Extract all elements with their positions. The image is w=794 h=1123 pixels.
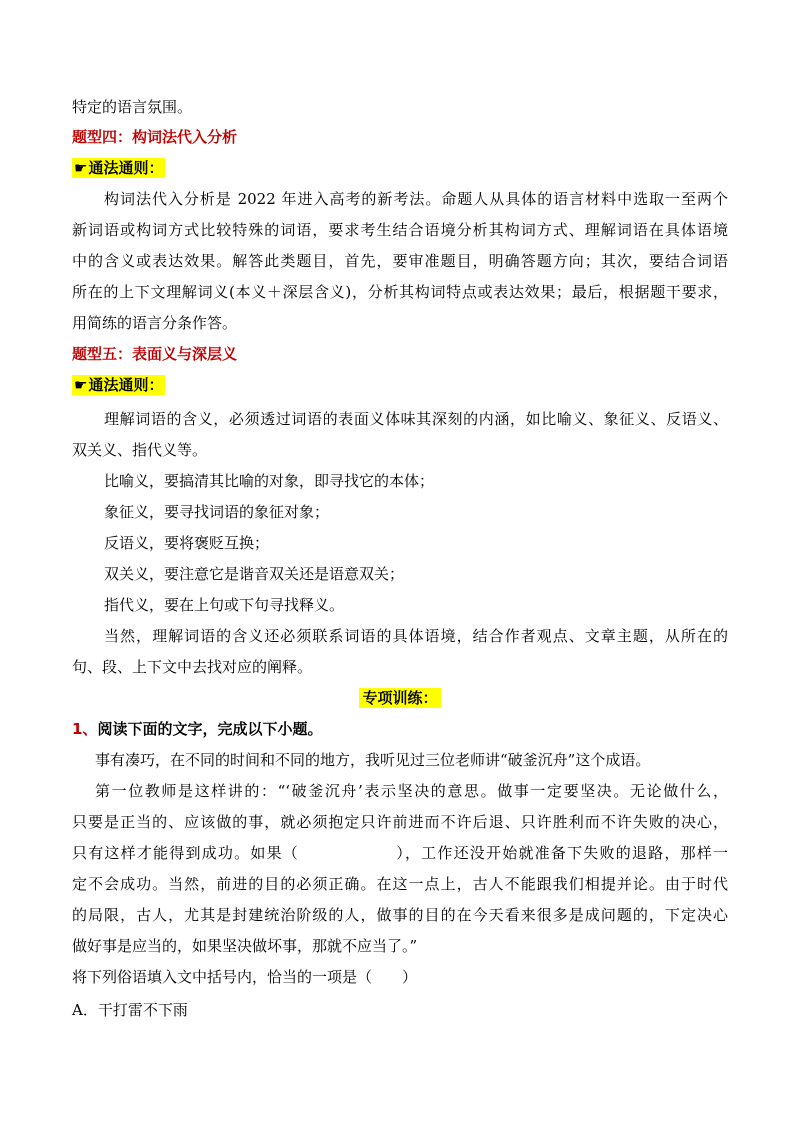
text-line: 指代义，要在上句或下句寻找释义。 xyxy=(104,596,345,614)
text-line: 只要是正当的、应该做的事，就必须抱定只许前进而不许后退、只许胜利而不许失败的决心， xyxy=(72,813,728,831)
text-line: 双关义，要注意它是谐音双关还是语意双关； xyxy=(104,565,405,583)
text-line: 所在的上下文理解词义(本义＋深层含义)，分析其构词特点或表达效果；最后，根据题干要求， xyxy=(72,283,728,301)
text-line: 事有凑巧，在不同的时间和不同的地方，我听见过三位老师讲“破釜沉舟”这个成语。 xyxy=(95,751,651,769)
question-number: 1、 xyxy=(72,720,98,738)
rule-label xyxy=(72,158,165,178)
text-line: 只有这样才能得到成功。如果（ ），工作还没开始就准备下失败的退路，那样一 xyxy=(72,844,728,862)
text-line: 做好事是应当的，如果坚决做坏事，那就不应当了。” xyxy=(72,937,418,955)
rule-label-text: 通法通则： xyxy=(88,159,164,177)
text-line: 新词语或构词方式比较特殊的词语，要求考生结合语境分析其构词方式、理解词语在具体语境 xyxy=(72,221,728,239)
text-line: 第一位教师是这样讲的：“‘破釜沉舟’表示坚决的意思。做事一定要坚决。无论做什么， xyxy=(95,782,728,800)
pointing-hand-icon: ☛ xyxy=(74,159,88,177)
text-line: 特定的语言氛围。 xyxy=(72,98,193,116)
text-line: 比喻义，要搞清其比喻的对象，即寻找它的本体； xyxy=(104,472,435,490)
question-title-row xyxy=(72,719,728,739)
question-prompt: 将下列俗语填入文中括号内，恰当的一项是（ ） xyxy=(72,968,418,986)
rule-label-row xyxy=(72,375,728,395)
text-line: 中的含义或表达效果。解答此类题目，首先，要审准题目，明确答题方向；其次，要结合词语 xyxy=(72,252,728,270)
rule-label-text: 通法通则： xyxy=(88,376,164,394)
question-title: 阅读下面的文字，完成以下小题。 xyxy=(97,720,323,738)
answer-option-a: A．干打雷不下雨 xyxy=(72,1001,188,1019)
rule-label xyxy=(72,375,165,395)
text-line: 象征义，要寻找词语的象征对象； xyxy=(104,503,330,521)
rule-label-row xyxy=(72,158,728,178)
text-line: 构词法代入分析是 2022 年进入高考的新考法。命题人从具体的语言材料中选取一至两个 xyxy=(104,190,728,208)
heading-type-5: 题型五：表面义与深层义 xyxy=(72,345,238,363)
text-line: 用简练的语言分条作答。 xyxy=(72,314,238,332)
heading-type-4: 题型四：构词法代入分析 xyxy=(72,128,238,146)
text-line: 定不会成功。当然，前进的目的必须正确。在这一点上，古人不能跟我们相提并论。由于时代 xyxy=(72,875,728,893)
text-line: 当然，理解词语的含义还必须联系词语的具体语境，结合作者观点、文章主题，从所在的 xyxy=(104,627,728,645)
text-line: 双关义、指代义等。 xyxy=(72,441,208,459)
section-title-row xyxy=(72,688,728,708)
section-title: 专项训练： xyxy=(359,688,440,708)
text-line: 的局限，古人，尤其是封建统治阶级的人，做事的目的在今天看来很多是成问题的，下定决心 xyxy=(72,906,728,924)
text-line: 理解词语的含义，必须透过词语的表面义体味其深刻的内涵，如比喻义、象征义、反语义、 xyxy=(104,410,728,428)
pointing-hand-icon: ☛ xyxy=(74,376,88,394)
text-line: 反语义，要将褒贬互换； xyxy=(104,534,270,552)
text-line: 句、段、上下文中去找对应的阐释。 xyxy=(72,658,313,676)
